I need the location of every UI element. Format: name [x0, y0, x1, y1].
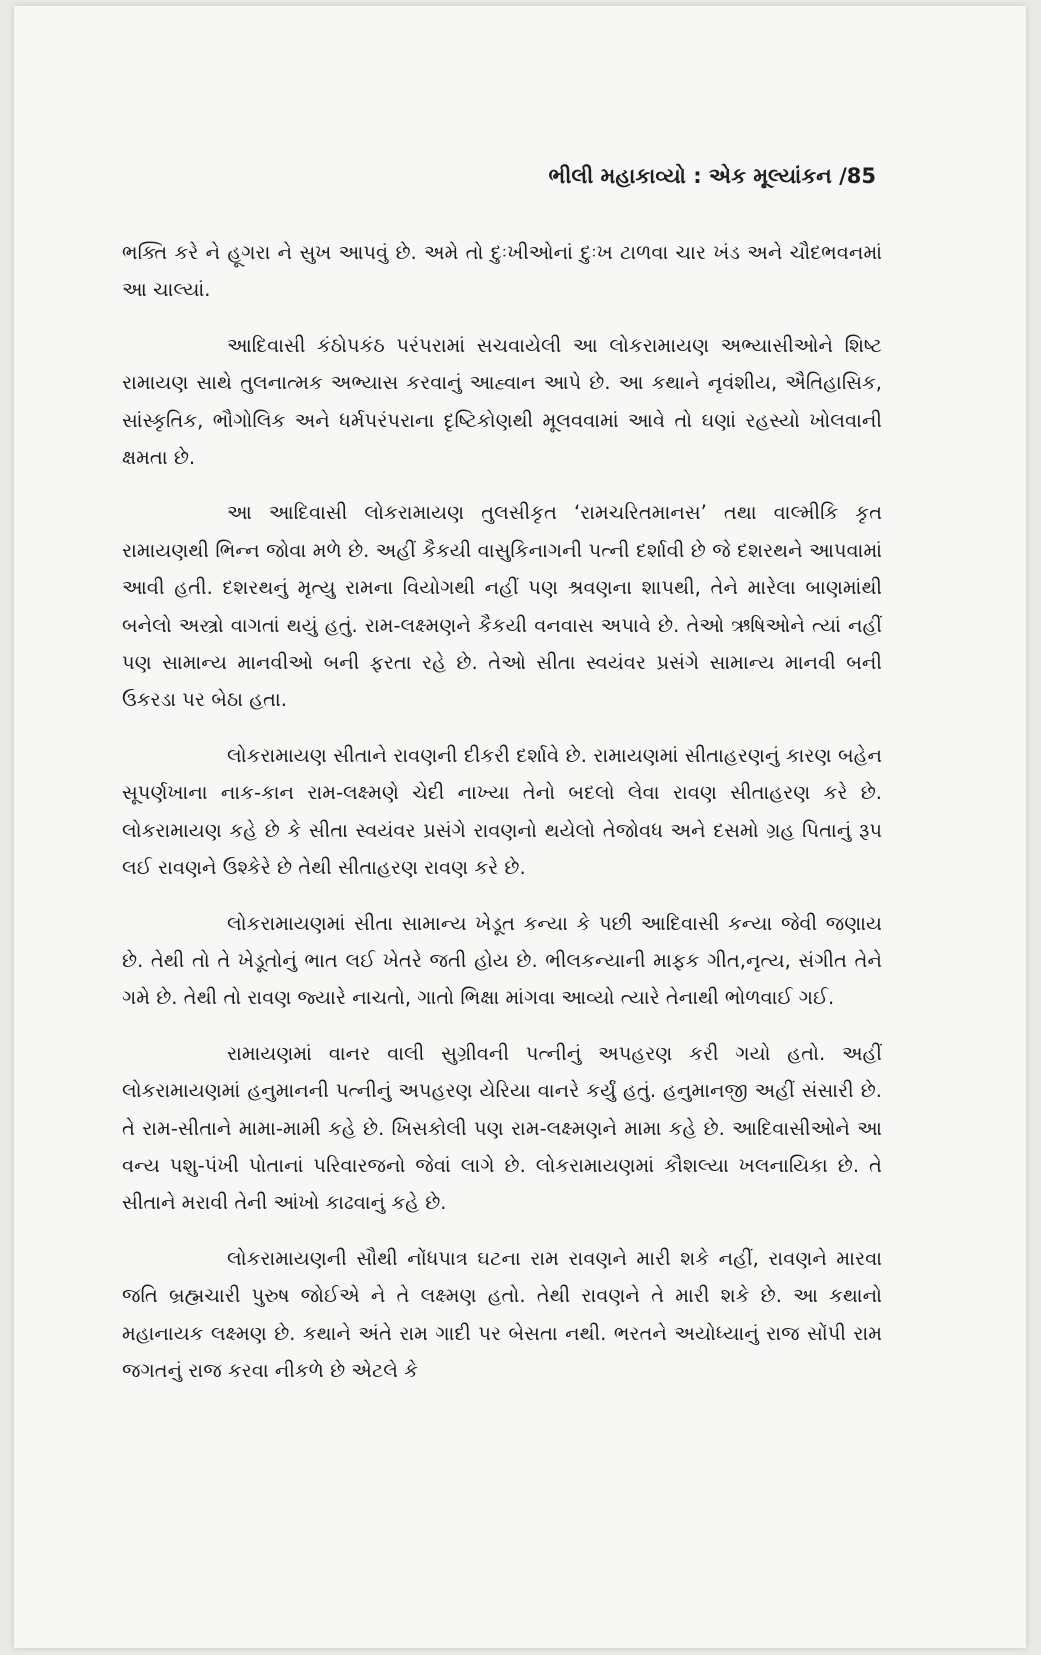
- book-page: [14, 6, 1026, 1648]
- paragraph-6: રામાયણમાં વાનર વાલી સુગ્રીવની પત્નીનું અપહરણ કરી ગયો હતો. અહીં લોકરામાયણમાં હનુમાનની પત્નીનું અપહરણ યેરિયા વાનરે કર્યું હતું. હનુમાનજી અહીં સંસારી છે. તે રામ-સીતાને મામા-મામી કહે છે. ખિસકોલી પણ રામ-લક્ષ્મણને મામા કહે છે. આદિવાસીઓને આ વન્ય પશુ-પંખી પોતાનાં પરિવારજનો જેવાં લાગે છે. લોકરામાયણમાં કૌશલ્યા ખલનાયિકા છે. તે સીતાને મરાવી તેની આંખો કાઢવાનું કહે છે.: [122, 1041, 882, 1215]
- paragraph-1: ભક્તિ કરે ને હૂગરા ને સુખ આપવું છે. અમે તો દુઃખીઓનાં દુઃખ ટાળવા ચાર ખંડ અને ચૌદભવનમાં આ ચાલ્યાં.: [122, 241, 882, 302]
- paragraph-5: લોકરામાયણમાં સીતા સામાન્ય ખેડૂત કન્યા કે પછી આદિવાસી કન્યા જેવી જણાય છે. તેથી તો તે ખેડૂતોનું ભાત લઈ ખેતરે જતી હોય છે. ભીલકન્યાની માફક ગીત,નૃત્ય, સંગીત તેને ગમે છે. તેથી તો રાવણ જ્યારે નાચતો, ગાતો ભિક્ષા માંગવા આવ્યો ત્યારે તેનાથી ભોળવાઈ ગઈ.: [122, 911, 882, 1010]
- paragraph-4: લોકરામાયણ સીતાને રાવણની દીકરી દર્શાવે છે. રામાયણમાં સીતાહરણનું કારણ બહેન સૂપર્ણખાના નાક-કાન રામ-લક્ષ્મણે ચેદી નાખ્યા તેનો બદલો લેવા રાવણ સીતાહરણ કરે છે. લોકરામાયણ કહે છે કે સીતા સ્વયંવર પ્રસંગે રાવણનો થયેલો તેજોવધ અને દસમો ગ્રહ પિતાનું રૂપ લઈ રાવણને ઉશ્કેરે છે તેથી સીતાહરણ રાવણ કરે છે.: [122, 743, 882, 880]
- paragraph-3: આ આદિવાસી લોકરામાયણ તુલસીકૃત ‘રામચરિતમાનસ’ તથા વાલ્મીકિ કૃત રામાયણથી ભિન્ન જોવા મળે છે. અહીં કૈકયી વાસુકિનાગની પત્ની દર્શાવી છે જે દશરથને આપવામાં આવી હતી. દશરથનું મૃત્યુ રામના વિયોગથી નહીં પણ શ્રવણના શાપથી, તેને મારેલા બાણમાંથી બનેલો અસ્ત્રો વાગતાં થયું હતું. રામ-લક્ષ્મણને કૈકયી વનવાસ અપાવે છે. તેઓ ઋષિઓને ત્યાં નહીં પણ સામાન્ય માનવીઓ બની ફરતા રહે છે. તેઓ સીતા સ્વયંવર પ્રસંગે સામાન્ય માનવી બની ઉકરડા પર બેઠા હતા.: [122, 501, 882, 712]
- running-header: ભીલી મહાકાવ્યો : એક મૂલ્યાંકન /85: [548, 164, 876, 188]
- page-body: [122, 234, 882, 1407]
- paragraph-7: લોકરામાયણની સૌથી નોંધપાત્ર ઘટના રામ રાવણને મારી શકે નહીં, રાવણને મારવા જતિ બ્રહ્મચારી પુરુષ જોઈએ ને તે લક્ષ્મણ હતો. તેથી રાવણને તે મારી શકે છે. આ કથાનો મહાનાયક લક્ષ્મણ છે. કથાને અંતે રામ ગાદી પર બેસતા નથી. ભરતને અયોધ્યાનું રાજ સોંપી રામ જગતનું રાજ કરવા નીકળે છે એટલે કે: [122, 1246, 882, 1382]
- paragraph-2: આદિવાસી કંઠોપકંઠ પરંપરામાં સચવાયેલી આ લોકરામાયણ અભ્યાસીઓને શિષ્ટ રામાયણ સાથે તુલનાત્મક અભ્યાસ કરવાનું આહ્વાન આપે છે. આ કથાને નૃવંશીય, ઐતિહાસિક, સાંસ્કૃતિક, ભૌગોલિક અને ધર્મપરંપરાના દૃષ્ટિકોણથી મૂલવવામાં આવે તો ઘણાં રહસ્યો ખોલવાની ક્ષમતા છે.: [122, 333, 882, 470]
